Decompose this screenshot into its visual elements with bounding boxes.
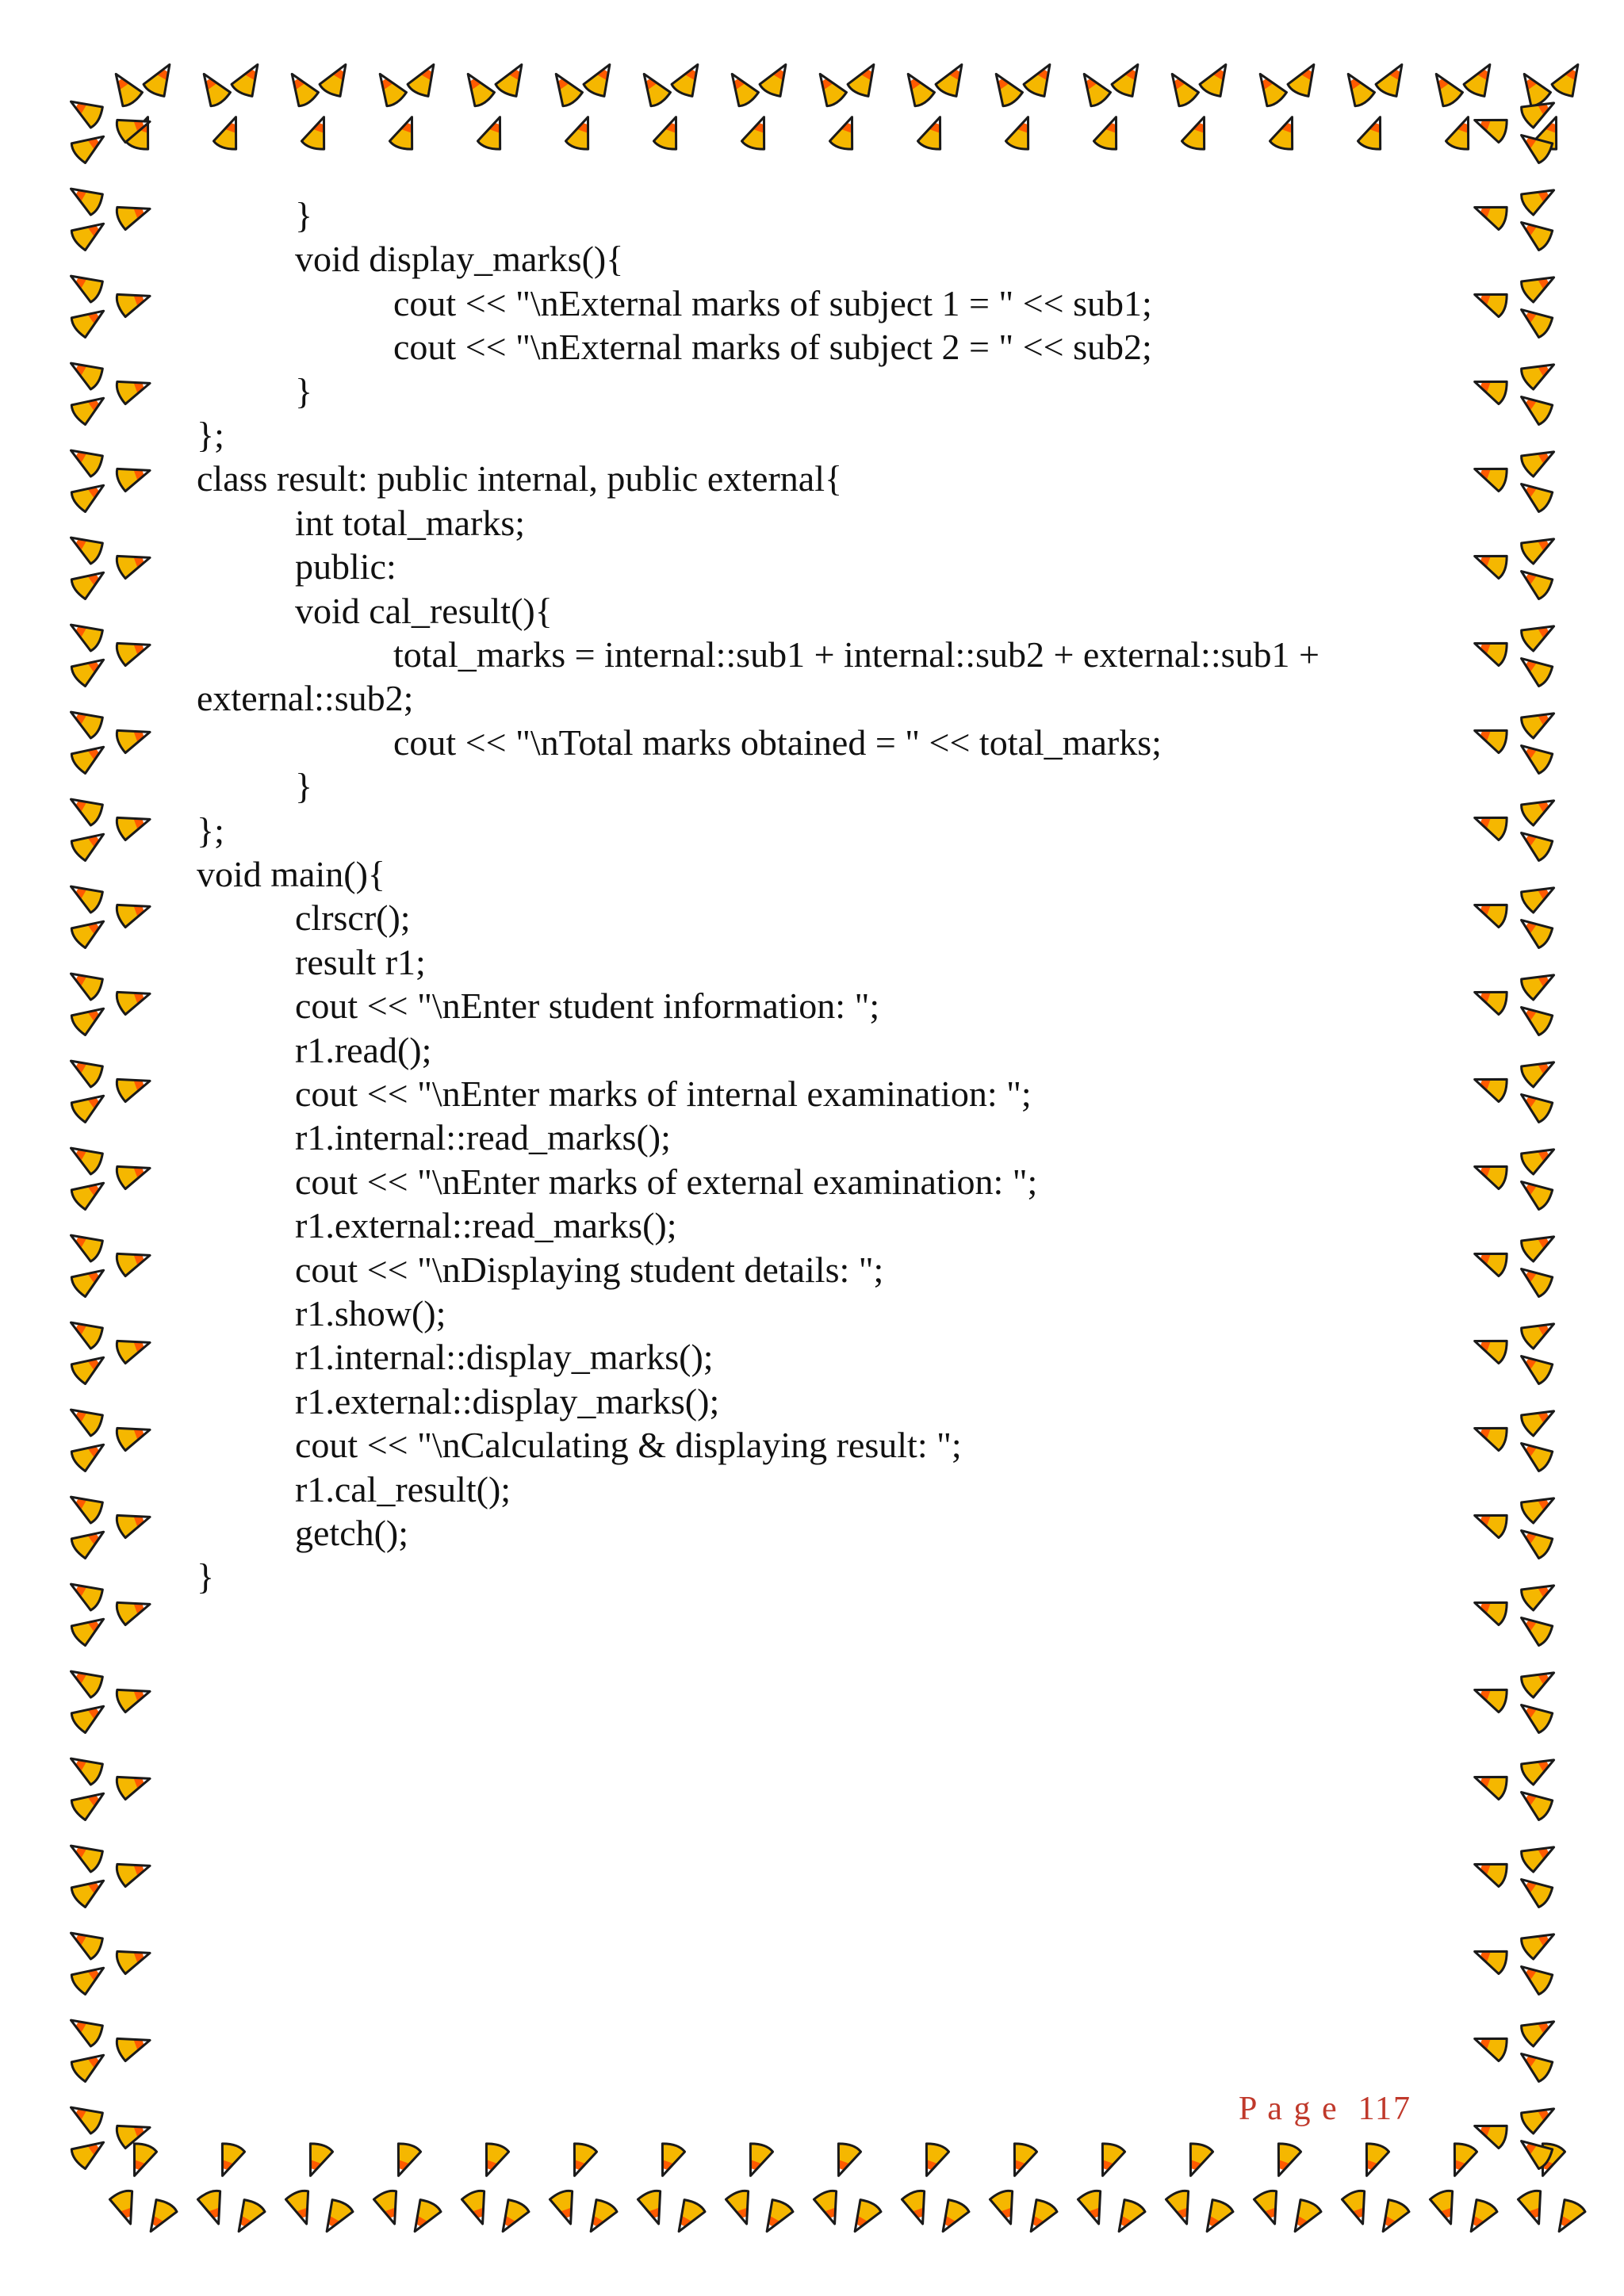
code-line: }; bbox=[197, 810, 224, 851]
code-line: void main(){ bbox=[197, 854, 385, 894]
page-number: P a g e 117 bbox=[1239, 2091, 1412, 2127]
code-line: class result: public internal, public external{ bbox=[197, 458, 843, 499]
code-line: int total_marks; bbox=[295, 503, 526, 543]
code-line: } bbox=[295, 195, 313, 235]
code-line: cout << "\nExternal marks of subject 2 = " << sub2; bbox=[393, 327, 1152, 367]
code-line: result r1; bbox=[295, 942, 426, 982]
code-line: }; bbox=[197, 415, 224, 455]
code-line: } bbox=[295, 371, 313, 411]
code-line: r1.read(); bbox=[295, 1030, 432, 1070]
code-line: external::sub2; bbox=[197, 678, 414, 718]
code-line: getch(); bbox=[295, 1513, 409, 1553]
code-line: cout << "\nTotal marks obtained = " << total_marks; bbox=[393, 722, 1162, 763]
code-line: clrscr(); bbox=[295, 897, 411, 938]
code-line: cout << "\nEnter marks of external examination: "; bbox=[295, 1161, 1038, 1202]
code-line: r1.internal::display_marks(); bbox=[295, 1337, 714, 1377]
code-line: public: bbox=[295, 546, 396, 587]
code-line: cout << "\nEnter marks of internal examination: "; bbox=[295, 1073, 1032, 1114]
code-line: r1.cal_result(); bbox=[295, 1469, 511, 1510]
code-line: r1.external::read_marks(); bbox=[295, 1205, 677, 1246]
code-line: } bbox=[197, 1556, 215, 1597]
code-line: cout << "\nExternal marks of subject 1 = " << sub1; bbox=[393, 283, 1152, 323]
code-line: void display_marks(){ bbox=[295, 239, 624, 279]
code-line: r1.internal::read_marks(); bbox=[295, 1117, 671, 1158]
code-line: void cal_result(){ bbox=[295, 591, 553, 631]
code-line: r1.external::display_marks(); bbox=[295, 1381, 720, 1422]
code-line: total_marks = internal::sub1 + internal::sub2 + external::sub1 + bbox=[393, 634, 1320, 675]
code-line: cout << "\nEnter student information: "; bbox=[295, 985, 880, 1026]
code-line: cout << "\nCalculating & displaying result: "; bbox=[295, 1425, 962, 1465]
code-line: r1.show(); bbox=[295, 1293, 446, 1334]
code-line: cout << "\nDisplaying student details: "; bbox=[295, 1249, 884, 1290]
code-line: } bbox=[295, 766, 313, 806]
